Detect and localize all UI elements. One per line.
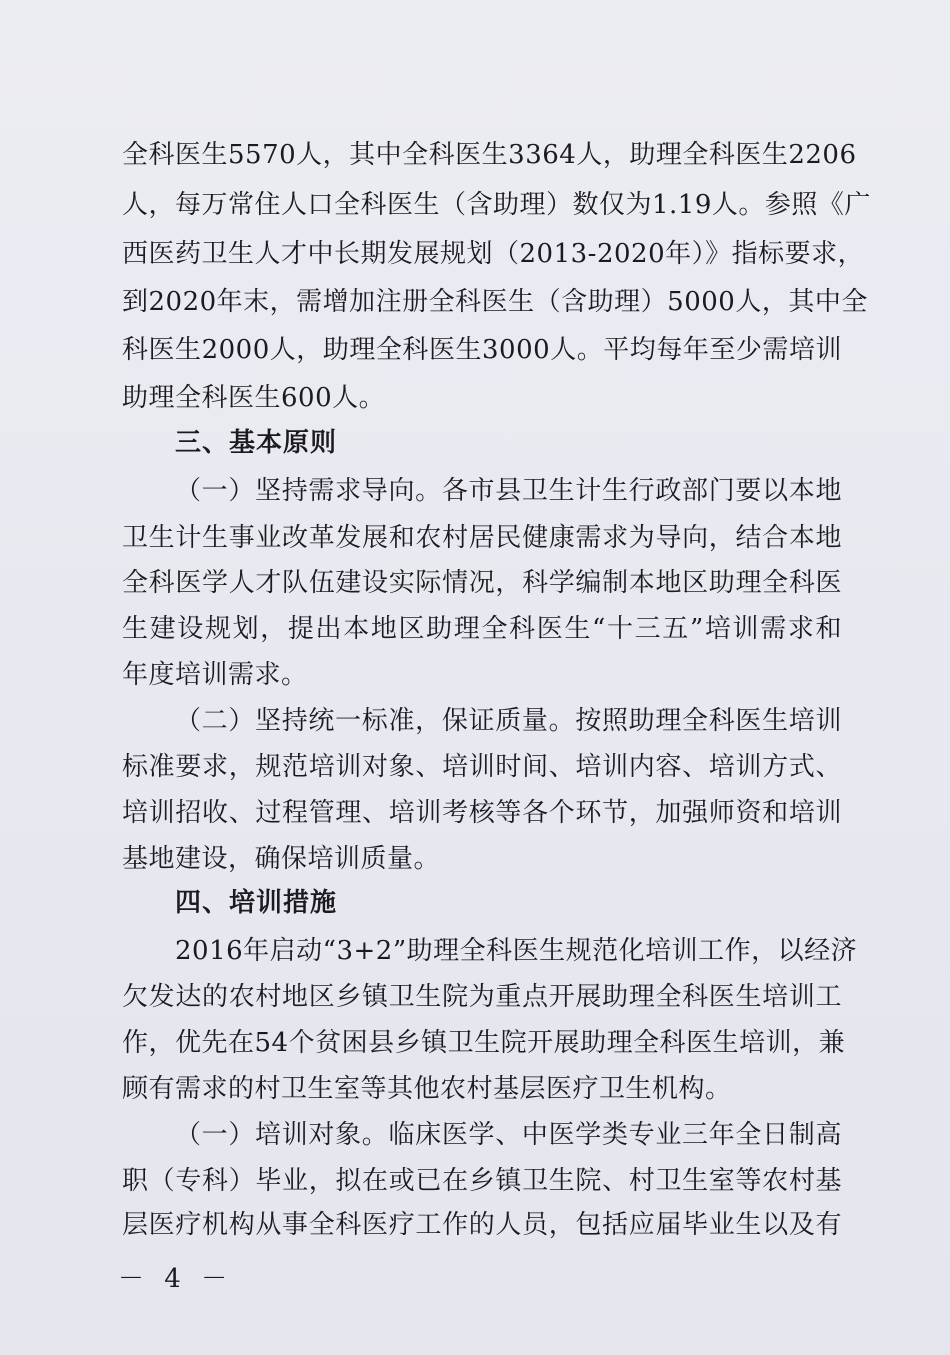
- text-line: 生建设规划，提出本地区助理全科医生“十三五”培训需求和: [122, 614, 842, 644]
- text-line: 2016年启动“3+2”助理全科医生规范化培训工作，以经济: [175, 936, 858, 966]
- text-line: 欠发达的农村地区乡镇卫生院为重点开展助理全科医生培训工: [122, 982, 842, 1012]
- text-line: 西医药卫生人才中长期发展规划（2013-2020年）》指标要求，: [122, 239, 865, 269]
- text-line: 标准要求，规范培训对象、培训时间、培训内容、培训方式、: [122, 752, 842, 782]
- text-line: 助理全科医生600人。: [122, 383, 386, 413]
- text-line: 全科医学人才队伍建设实际情况，科学编制本地区助理全科医: [122, 568, 842, 598]
- text-line: 科医生2000人，助理全科医生3000人。平均每年至少需培训: [122, 335, 842, 365]
- text-line: 全科医生5570人，其中全科医生3364人，助理全科医生2206: [122, 140, 857, 170]
- section-heading-principles: 三、基本原则: [175, 428, 338, 458]
- text-line: 培训招收、过程管理、培训考核等各个环节，加强师资和培训: [122, 798, 842, 828]
- text-line: 顾有需求的村卫生室等其他农村基层医疗卫生机构。: [122, 1074, 732, 1104]
- text-line: （二）坚持统一标准，保证质量。按照助理全科医生培训: [175, 706, 842, 736]
- text-line: 到2020年末，需增加注册全科医生（含助理）5000人，其中全: [122, 287, 868, 317]
- text-line: 基地建设，确保培训质量。: [122, 844, 441, 874]
- page-number: － 4 －: [118, 1264, 234, 1294]
- text-line: 职（专科）毕业，拟在或已在乡镇卫生院、村卫生室等农村基: [122, 1166, 842, 1196]
- section-heading-measures: 四、培训措施: [175, 888, 338, 918]
- text-line: （一）培训对象。临床医学、中医学类专业三年全日制高: [175, 1120, 842, 1150]
- text-line: 年度培训需求。: [122, 660, 308, 690]
- text-line: 层医疗机构从事全科医疗工作的人员，包括应届毕业生以及有: [122, 1210, 842, 1240]
- text-line: （一）坚持需求导向。各市县卫生计生行政部门要以本地: [175, 476, 842, 506]
- text-line: 卫生计生事业改革发展和农村居民健康需求为导向，结合本地: [122, 523, 842, 553]
- text-line: 人，每万常住人口全科医生（含助理）数仅为1.19人。参照《广: [122, 190, 871, 220]
- text-line: 作，优先在54个贫困县乡镇卫生院开展助理全科医生培训，兼: [122, 1028, 846, 1058]
